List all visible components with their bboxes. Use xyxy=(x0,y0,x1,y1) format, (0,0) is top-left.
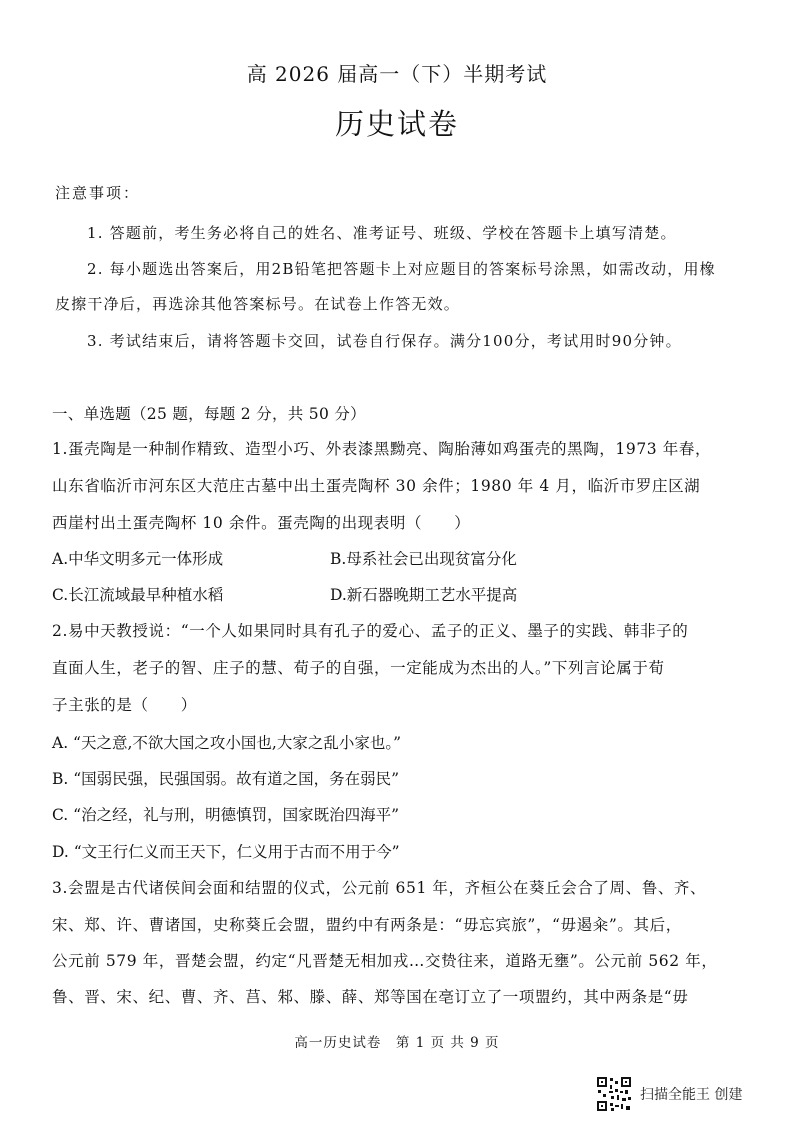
q2-line-3: 子主张的是（ ） xyxy=(52,696,197,714)
q3-line-3: 公元前 579 年，晋楚会盟，约定“凡晋楚无相加戎…交贽往来，道路无壅”。公元前 562 年， xyxy=(52,952,718,970)
q1-option-d: D.新石器晚期工艺水平提高 xyxy=(330,586,518,604)
page-footer: 高一历史试卷 第 1 页 共 9 页 xyxy=(294,1035,500,1051)
exam-title: 高 2026 届高一（下）半期考试 xyxy=(246,62,548,86)
q3-line-4: 鲁、晋、宋、纪、曹、齐、莒、邾、滕、薛、郑等国在亳订立了一项盟约，其中两条是“毋 xyxy=(52,988,689,1006)
q3-line-1: 3.会盟是古代诸侯间会面和结盟的仪式，公元前 651 年，齐桓公在葵丘会合了周、鲁、齐、 xyxy=(52,879,707,897)
q3-line-2: 宋、郑、许、曹诸国，史称葵丘会盟，盟约中有两条是：“毋忘宾旅”，“毋遏籴”。其后， xyxy=(52,916,682,934)
qr-code-icon xyxy=(596,1076,632,1112)
q2-option-c: C. “治之经，礼与刑，明德慎罚，国家既治四海平” xyxy=(52,806,400,824)
q2-option-b: B. “国弱民强，民强国弱。故有道之国，务在弱民” xyxy=(52,770,400,788)
q2-option-d: D. “文王行仁义而王天下，仁义用于古而不用于今” xyxy=(52,843,400,861)
notice-line-2: 2. 每小题选出答案后，用2B铅笔把答题卡上对应题目的答案标号涂黑，如需改动，用橡 xyxy=(87,260,716,278)
q2-option-a: A. “天之意,不欲大国之攻小国也,大家之乱小家也。” xyxy=(52,734,402,752)
q2-line-1: 2.易中天教授说：“一个人如果同时具有孔子的爱心、孟子的正义、墨子的实践、韩非子的 xyxy=(52,622,689,640)
notice-line-1: 1. 答题前，考生务必将自己的姓名、准考证号、班级、学校在答题卡上填写清楚。 xyxy=(87,224,677,242)
subject-title: 历史试卷 xyxy=(334,107,459,141)
notice-heading: 注意事项： xyxy=(55,184,141,202)
notice-line-3: 皮擦干净后，再选涂其他答案标号。在试卷上作答无效。 xyxy=(55,295,461,313)
q1-line-2: 山东省临沂市河东区大范庄古墓中出土蛋壳陶杯 30 余件；1980 年 4 月，临沂市罗庄区湖 xyxy=(52,477,701,495)
notice-line-4: 3. 考试结束后，请将答题卡交回，试卷自行保存。满分100分，考试用时90分钟。 xyxy=(87,332,682,350)
section-title: 一、单选题（25 题，每题 2 分，共 50 分） xyxy=(52,405,366,423)
q1-option-b: B.母系社会已出现贫富分化 xyxy=(330,550,517,568)
q1-option-a: A.中华文明多元一体形成 xyxy=(52,550,224,568)
watermark-text: 扫描全能王 创建 xyxy=(640,1087,743,1103)
q1-line-3: 西崖村出土蛋壳陶杯 10 余件。蛋壳陶的出现表明（ ） xyxy=(52,514,471,532)
q1-option-c: C.长江流域最早种植水稻 xyxy=(52,586,224,604)
q1-line-1: 1.蛋壳陶是一种制作精致、造型小巧、外表漆黑黝亮、陶胎薄如鸡蛋壳的黑陶，1973 年春， xyxy=(52,440,712,458)
q2-line-2: 直面人生，老子的智、庄子的慧、荀子的自强，一定能成为杰出的人。”下列言论属于荀 xyxy=(52,659,665,677)
